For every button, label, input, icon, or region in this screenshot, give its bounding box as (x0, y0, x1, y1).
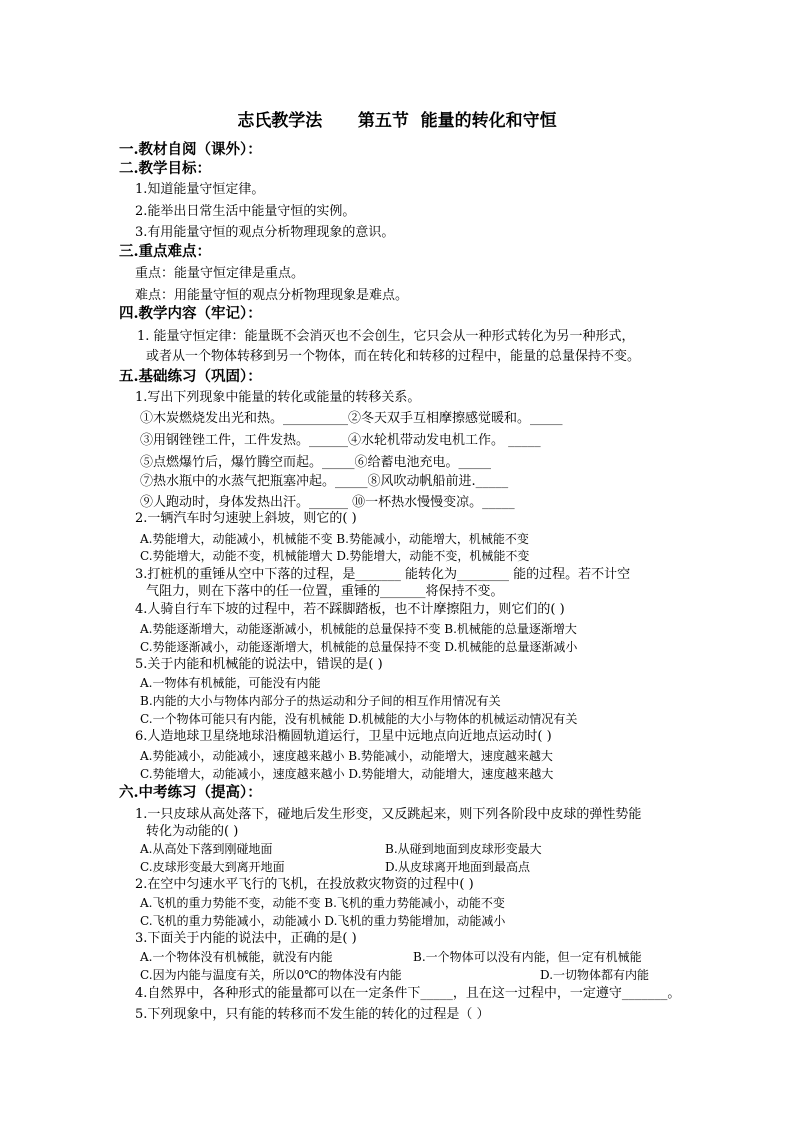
exercise-option-line: A.势能减小，动能减小，速度越来越小 B.势能减小，动能增大，速度越来越大 (140, 749, 553, 763)
exercise-line: 3.打桩机的重锤从空中下落的过程，是_______ 能转化为________ 能的过程。若不计空 (135, 567, 631, 582)
exam-option: A.从高处下落到刚碰地面 (140, 842, 273, 856)
section-heading-basic-exercise: 五.基础练习（巩固）： (119, 368, 262, 385)
exam-line: 5.下列现象中，只有能的转移而不发生能的转化的过程是（ ） (135, 1007, 490, 1022)
exercise-line: ③用钢锉锉工件，工件发热。______④水轮机带动发电机工作。 _____ (140, 433, 541, 448)
exam-option: B.从碰到地面到皮球形变最大 (385, 842, 542, 856)
exam-line: 2.在空中匀速水平飞行的飞机，在投放救灾物资的过程中( ) (135, 877, 474, 892)
exercise-line: ⑨人跑动时，身体发热出汗。______ ⑩一杯热水慢慢变凉。_____ (140, 495, 515, 510)
exercise-option-line: C.势能增大，动能不变，机械能增大 D.势能增大，动能不变，机械能不变 (140, 549, 530, 563)
key-point-item: 难点：用能量守恒的观点分析物理现象是难点。 (135, 288, 409, 303)
section-heading-key-points: 三.重点难点： (119, 243, 212, 260)
key-point-item: 重点：能量守恒定律是重点。 (135, 266, 305, 281)
exercise-line: 4.人骑自行车下坡的过程中，若不踩脚踏板，也不计摩擦阻力，则它们的( ) (135, 602, 565, 617)
exercise-option-line: A.势能逐渐增大，动能逐渐减小，机械能的总量保持不变 B.机械能的总量逐渐增大 (140, 622, 577, 636)
exam-option-line: A.飞机的重力势能不变，动能不变 B.飞机的重力势能减小，动能不变 (140, 896, 505, 910)
exercise-option-line: C.势能逐渐减小，动能逐渐增大，机械能的总量保持不变 D.机械能的总量逐渐减小 (140, 640, 578, 654)
exam-line: 转化为动能的( ) (146, 824, 239, 839)
exam-option-line: C.飞机的重力势能减小，动能减小 D.飞机的重力势能增加，动能减小 (140, 914, 506, 928)
exercise-line: 5.关于内能和机械能的说法中，错误的是( ) (135, 657, 383, 672)
exercise-option-line: A.势能增大，动能减小，机械能不变 B.势能减小，动能增大，机械能不变 (140, 532, 529, 546)
exam-option: A.一个物体没有机械能，就没有内能 (140, 950, 333, 964)
exercise-option-line: A.一物体有机械能，可能没有内能 (140, 676, 321, 690)
section-heading-exam-exercise: 六.中考练习（提高）： (119, 784, 262, 801)
goal-item: 3.有用能量守恒的观点分析物理现象的意识。 (135, 225, 395, 240)
exercise-line: 1.写出下列现象中能量的转化或能量的转移关系。 (135, 390, 421, 405)
exercise-line: ⑦热水瓶中的水蒸气把瓶塞冲起。_____⑧风吹动帆船前进._____ (140, 474, 509, 489)
exam-line: 4.自然界中，各种形式的能量都可以在一定条件下_____，且在这一过程中，一定遵守_______。 (135, 986, 681, 1001)
exam-line: 1.一只皮球从高处落下，碰地后发生形变，又反跳起来，则下列各阶段中皮球的弹性势能 (135, 807, 642, 822)
exercise-line: 气阻力，则在下落中的任一位置，重锤的_______将保持不变。 (146, 584, 504, 599)
content-line: 或者从一个物体转移到另一个物体，而在转化和转移的过程中，能量的总量保持不变。 (146, 349, 641, 364)
exercise-line: 6.人造地球卫星绕地球沿椭圆轨道运行，卫星中远地点向近地点运动时( ) (135, 729, 552, 744)
exercise-line: 2.一辆汽车时匀速驶上斜坡，则它的( ) (135, 511, 357, 526)
section-heading-teaching-goals: 二.教学目标： (119, 160, 212, 177)
exercise-option-line: C.一个物体可能只有内能，没有机械能 D.机械能的大小与物体的机械运动情况有关 (140, 712, 578, 726)
page-title: 志氏教学法 第五节 能量的转化和守恒 (237, 111, 557, 131)
goal-item: 1.知道能量守恒定律。 (135, 182, 265, 197)
exam-option: B.一个物体可以没有内能，但一定有机械能 (413, 950, 642, 964)
exercise-line: ①木炭燃烧发出光和热。__________②冬天双手互相摩擦感觉暖和。_____ (140, 411, 563, 426)
exam-option: D.一切物体都有内能 (540, 968, 650, 982)
content-line: 1. 能量守恒定律：能量既不会消灭也不会创生，它只会从一种形式转化为另一种形式， (137, 329, 635, 344)
goal-item: 2.能举出日常生活中能量守恒的实例。 (135, 204, 356, 219)
exercise-option-line: C.势能增大，动能减小，速度越来越小 D.势能增大，动能增大，速度越来越大 (140, 767, 554, 781)
section-heading-teaching-content: 四.教学内容（牢记）： (119, 305, 262, 322)
exam-line: 3.下面关于内能的说法中，正确的是( ) (135, 931, 357, 946)
exercise-line: ⑤点燃爆竹后，爆竹腾空而起。_____⑥给蓄电池充电。_____ (140, 455, 492, 470)
exam-option: D.从皮球离开地面到最高点 (385, 860, 531, 874)
exercise-option-line: B.内能的大小与物体内部分子的热运动和分子间的相互作用情况有关 (140, 694, 501, 708)
section-heading-textbook-reading: 一.教材自阅（课外）： (119, 141, 262, 158)
exam-option: C.皮球形变最大到离开地面 (140, 860, 285, 874)
exam-option: C.因为内能与温度有关，所以0℃的物体没有内能 (140, 968, 402, 982)
